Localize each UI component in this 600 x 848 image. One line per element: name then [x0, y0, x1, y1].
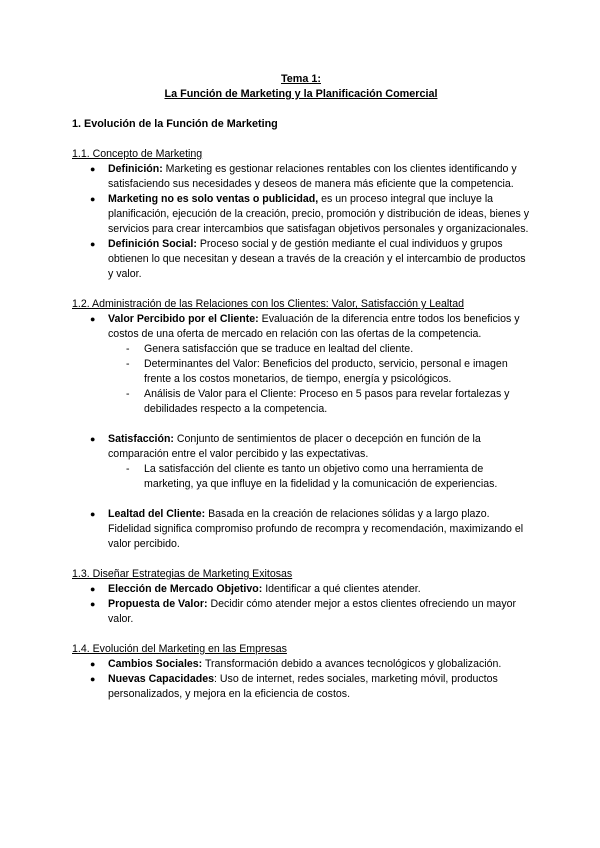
- sub-list-item-text: Análisis de Valor para el Cliente: Proceso en 5 pasos para revelar fortalezas y debilidades respecto a la competencia.: [144, 388, 510, 415]
- list-item-term: Valor Percibido por el Cliente:: [108, 313, 259, 325]
- list-item-text: : Uso de internet, redes sociales, marketing móvil, productos personalizados, y mejora en la eficiencia de costos.: [108, 673, 498, 700]
- list-item: [72, 582, 530, 597]
- list-item-term: Definición:: [108, 163, 163, 175]
- list-item-term: Elección de Mercado Objetivo:: [108, 583, 263, 595]
- list-item: [72, 672, 530, 702]
- bullet-icon: ●: [90, 599, 96, 609]
- bullet-icon: ●: [90, 674, 96, 684]
- bullet-icon: ●: [90, 194, 96, 204]
- list-item-term: Satisfacción:: [108, 433, 174, 445]
- subsection-heading-1-3: 1.3. Diseñar Estrategias de Marketing Exitosas: [72, 568, 293, 580]
- sub-list-item: [108, 462, 530, 492]
- list-item-term: Cambios Sociales:: [108, 658, 203, 670]
- sub-list-item: [108, 342, 530, 357]
- sub-list-item: [108, 387, 530, 417]
- list-item-term: Definición Social:: [108, 238, 197, 250]
- list-item-term: Lealtad del Cliente:: [108, 508, 206, 520]
- subsection-1-1: [72, 147, 530, 282]
- dash-list-satisfaccion: [108, 462, 530, 492]
- subsection-heading-1-1: 1.1. Concepto de Marketing: [72, 148, 203, 160]
- list-item: [72, 507, 530, 552]
- dash-icon: -: [126, 343, 130, 355]
- subsection-heading-1-2: 1.2. Administración de las Relaciones con los Clientes: Valor, Satisfacción y Lealtad: [72, 298, 464, 310]
- dash-icon: -: [126, 463, 130, 475]
- list-item: [72, 192, 530, 237]
- dash-icon: -: [126, 358, 130, 370]
- list-item: [72, 657, 530, 672]
- bullet-list-1-1: [72, 162, 530, 282]
- sub-list-item-text: Genera satisfacción que se traduce en lealtad del cliente.: [144, 343, 414, 355]
- bullet-list-1-2: [72, 312, 530, 552]
- dash-list-valor: [108, 342, 530, 417]
- list-item-text: Marketing es gestionar relaciones rentables con los clientes identificando y satisfaciendo sus necesidades y deseos de manera más eficiente que la competencia.: [108, 163, 517, 190]
- list-item-term: Marketing no es solo ventas o publicidad,: [108, 193, 319, 205]
- bullet-icon: ●: [90, 659, 96, 669]
- list-item-text: Transformación debido a avances tecnológicos y globalización.: [202, 658, 502, 670]
- bullet-icon: ●: [90, 584, 96, 594]
- bullet-icon: ●: [90, 434, 96, 444]
- title-line-1: Tema 1:: [280, 73, 321, 85]
- subsection-1-4: [72, 642, 530, 702]
- list-item-text: Basada en la creación de relaciones sólidas y a largo plazo. Fidelidad significa compromiso profundo de recompra y recomendación, maximizando el valor percibido.: [108, 508, 524, 550]
- list-item-text: Decidir cómo atender mejor a estos clientes ofreciendo un mayor valor.: [108, 598, 517, 625]
- list-item-text: Evaluación de la diferencia entre todos los beneficios y costos de una oferta de mercado en relación con las ofertas de la competencia.: [108, 313, 520, 340]
- subsection-1-2: [72, 297, 530, 552]
- sub-list-item-text: La satisfacción del cliente es tanto un objetivo como una herramienta de marketing, ya que influye en la fidelidad y la comunicación de experiencias.: [144, 463, 498, 490]
- sub-list-item: [108, 357, 530, 387]
- list-item-term: Propuesta de Valor:: [108, 598, 208, 610]
- dash-icon: -: [126, 388, 130, 400]
- section-heading-1: 1. Evolución de la Función de Marketing: [72, 118, 278, 130]
- document-title: [72, 72, 530, 102]
- list-item: [72, 597, 530, 627]
- list-item-term: Nuevas Capacidades: [108, 673, 214, 685]
- list-item-text: Conjunto de sentimientos de placer o decepción en función de la comparación entre el valor percibido y las expectativas.: [108, 433, 481, 460]
- subsection-1-3: [72, 567, 530, 627]
- bullet-icon: ●: [90, 314, 96, 324]
- bullet-list-1-3: [72, 582, 530, 627]
- subsection-heading-1-4: 1.4. Evolución del Marketing en las Empresas: [72, 643, 287, 655]
- list-item-text: Identificar a qué clientes atender.: [262, 583, 421, 595]
- sub-list-item-text: Determinantes del Valor: Beneficios del producto, servicio, personal e imagen frente a los costos monetarios, de tiempo, energía y psicológicos.: [144, 358, 508, 385]
- bullet-icon: ●: [90, 164, 96, 174]
- title-line-2: La Función de Marketing y la Planificación Comercial: [164, 88, 438, 100]
- bullet-icon: ●: [90, 509, 96, 519]
- document-page: [72, 72, 530, 717]
- list-item: [72, 312, 530, 432]
- list-item: [72, 432, 530, 507]
- list-item: [72, 237, 530, 282]
- list-item: [72, 162, 530, 192]
- bullet-list-1-4: [72, 657, 530, 702]
- list-item-text: Proceso social y de gestión mediante el cual individuos y grupos obtienen lo que necesitan y desean a través de la creación y el intercambio de productos y valor.: [108, 238, 526, 280]
- list-item-text: es un proceso integral que incluye la planificación, ejecución de la creación, precio, promoción y distribución de ideas, bienes y servicios para crear intercambios que satisfagan objetivos personales y organizacionales.: [108, 193, 530, 235]
- bullet-icon: ●: [90, 239, 96, 249]
